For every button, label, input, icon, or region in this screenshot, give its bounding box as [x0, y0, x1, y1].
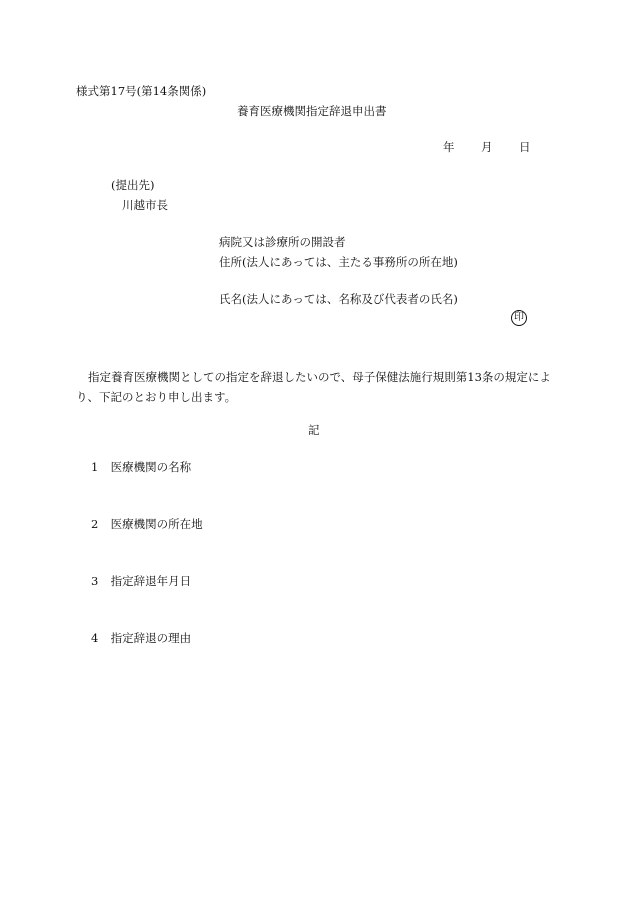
list-item [91, 576, 191, 588]
recipient-name: 川越市長 [122, 198, 168, 212]
item-label: 指定辞退の理由 [110, 631, 192, 645]
notes-heading: 記 [308, 423, 320, 437]
document-title: 養育医療機関指定辞退申出書 [237, 104, 387, 118]
item-label: 指定辞退年月日 [110, 574, 192, 588]
item-number: 2 [91, 517, 99, 531]
list-item [91, 633, 191, 645]
list-item [91, 462, 191, 474]
item-number: 1 [91, 460, 99, 474]
body-paragraph: 指定養育医療機関としての指定を辞退したいので、母子保健法施行規則第13条の規定により、下記のとおり申し出ます。 [76, 370, 551, 404]
applicant-address-label: 住所(法人にあっては、主たる事務所の所在地) [219, 255, 458, 269]
date-year-label: 年 [443, 140, 455, 154]
item-number: 3 [91, 574, 99, 588]
applicant-name-label: 氏名(法人にあっては、名称及び代表者の氏名) [219, 292, 458, 306]
list-item [91, 519, 203, 531]
date-line [443, 142, 531, 154]
seal-mark: 印 [511, 310, 527, 326]
item-label: 医療機関の名称 [110, 460, 192, 474]
applicant-role: 病院又は診療所の開設者 [219, 235, 346, 249]
item-number: 4 [91, 631, 99, 645]
date-day-label: 日 [519, 140, 531, 154]
date-month-label: 月 [481, 140, 493, 154]
submit-to-label: (提出先) [111, 178, 155, 192]
item-label: 医療機関の所在地 [110, 517, 203, 531]
form-number: 様式第17号(第14条関係) [76, 84, 207, 98]
